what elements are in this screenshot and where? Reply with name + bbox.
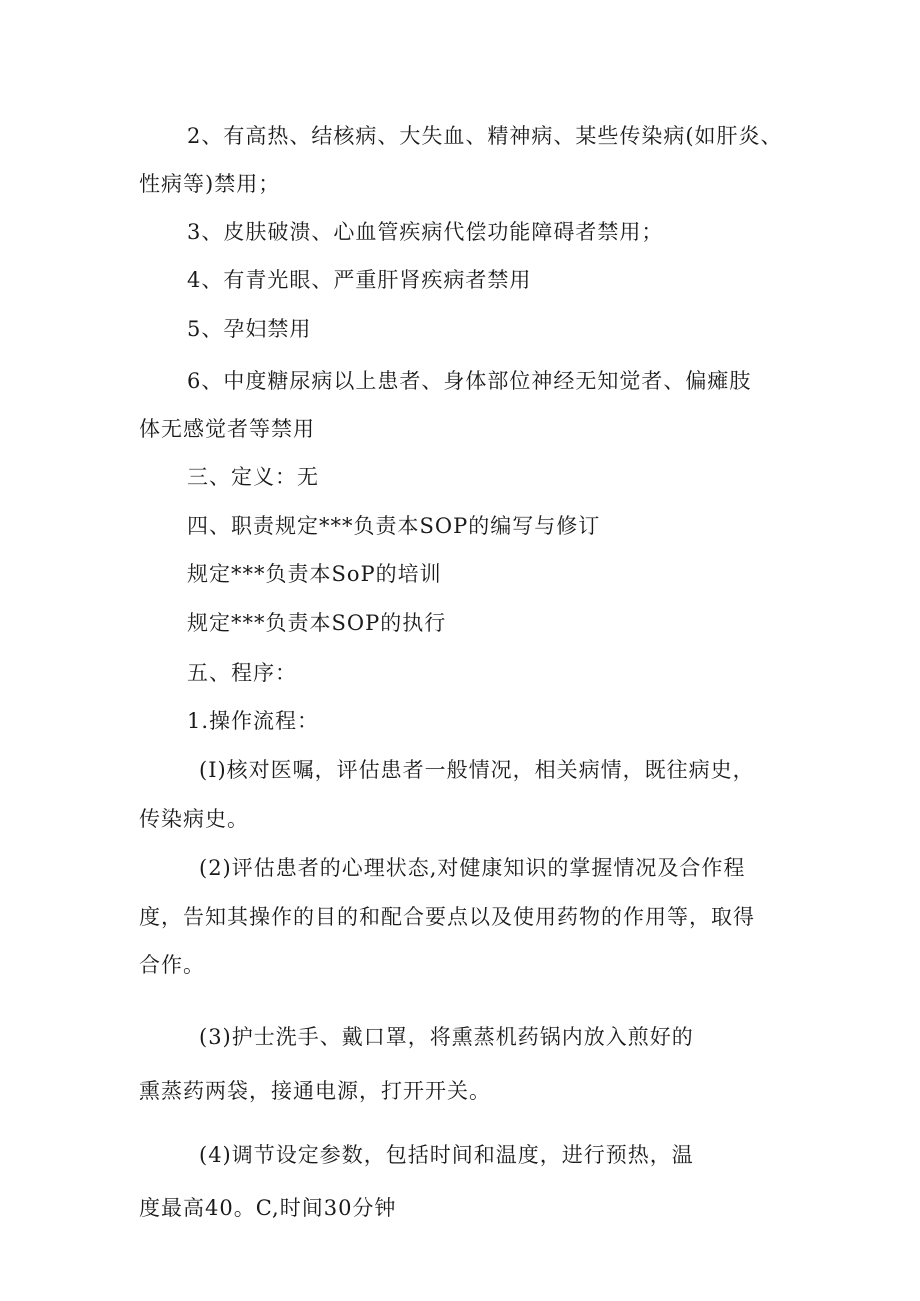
contraindication-5: 5、孕妇禁用 bbox=[187, 317, 312, 341]
step-1: (I)核对医嘱，评估患者一般情况，相关病情，既往病史， bbox=[199, 758, 755, 782]
contraindication-4: 4、有青光眼、严重肝肾疾病者禁用 bbox=[187, 268, 532, 292]
step-2-cont-2: 合作。 bbox=[139, 953, 205, 977]
step-3-cont: 熏蒸药两袋，接通电源，打开开关。 bbox=[139, 1079, 491, 1103]
step-2: (2)评估患者的心理状态,对健康知识的掌握情况及合作程 bbox=[199, 856, 746, 880]
contraindication-2: 2、有高热、结核病、大失血、精神病、某些传染病(如肝炎、 bbox=[187, 124, 783, 148]
section-procedure: 五、程序： bbox=[187, 661, 297, 685]
section-definition: 三、定义：无 bbox=[187, 465, 319, 489]
responsibility-training: 规定***负责本SoP的培训 bbox=[187, 562, 442, 586]
step-4-cont: 度最高40。C,时间30分钟 bbox=[139, 1196, 397, 1220]
step-2-cont: 度，告知其操作的目的和配合要点以及使用药物的作用等，取得 bbox=[139, 905, 755, 929]
contraindication-3: 3、皮肤破溃、心血管疾病代偿功能障碍者禁用； bbox=[187, 220, 664, 244]
operation-flow-heading: 1.操作流程： bbox=[187, 709, 320, 733]
step-1-cont: 传染病史。 bbox=[139, 807, 249, 831]
contraindication-6-cont: 体无感觉者等禁用 bbox=[139, 417, 315, 441]
step-3: (3)护士洗手、戴口罩，将熏蒸机药锅内放入煎好的 bbox=[199, 1025, 694, 1049]
section-responsibility: 四、职责规定***负责本SOP的编写与修订 bbox=[187, 514, 601, 538]
contraindication-6: 6、中度糖尿病以上患者、身体部位神经无知觉者、偏瘫肢 bbox=[187, 369, 752, 393]
contraindication-2-cont: 性病等)禁用； bbox=[139, 172, 281, 196]
responsibility-execution: 规定***负责本SOP的执行 bbox=[187, 611, 447, 635]
step-4: (4)调节设定参数，包括时间和温度，进行预热，温 bbox=[199, 1143, 694, 1167]
